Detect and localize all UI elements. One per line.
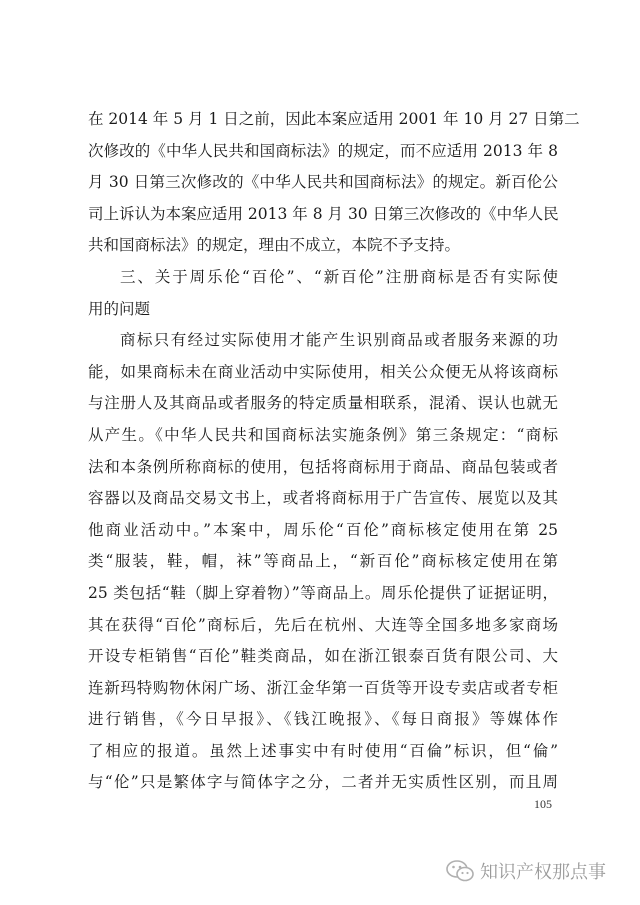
text-line: 次修改的《中华人民共和国商标法》的规定，而不应适用 2013 年 8 [88, 141, 558, 160]
page-number: 105 [534, 797, 552, 811]
text-line: 在 2014 年 5 月 1 日之前，因此本案应适用 2001 年 10 月 27 日第二 [88, 110, 580, 128]
text-line: 能，如果商标未在商业活动中实际使用，相关公众便无从将该商标 [88, 362, 558, 381]
text-line: 其在获得“百伦”商标后，先后在杭州、大连等全国多地多家商场 [88, 615, 558, 634]
text-line: 三、关于周乐伦“百伦”、“新百伦”注册商标是否有实际使 [120, 267, 558, 286]
watermark-text: 知识产权那点事 [480, 862, 606, 883]
wechat-icon [446, 859, 474, 883]
text-line: 法和本条例所称商标的使用，包括将商标用于商品、商品包装或者 [88, 457, 558, 476]
text-line: 开设专柜销售“百伦”鞋类商品，如在浙江银泰百货有限公司、大 [88, 647, 558, 666]
text-line: 连新玛特购物休闲广场、浙江金华第一百货等开设专卖店或者专柜 [88, 678, 558, 697]
body-text [88, 104, 580, 799]
text-line: 了相应的报道。虽然上述事实中有时使用“百倫”标识，但“倫” [88, 741, 558, 760]
text-line: 与注册人及其商品或者服务的特定质量相联系，混淆、误认也就无 [88, 394, 558, 413]
text-line: 月 30 日第三次修改的《中华人民共和国商标法》的规定。新百伦公 [88, 173, 558, 192]
text-line: 商标只有经过实际使用才能产生识别商品或者服务来源的功 [120, 331, 558, 350]
text-line: 司上诉认为本案应适用 2013 年 8 月 30 日第三次修改的《中华人民 [88, 204, 559, 223]
text-line: 他商业活动中。”本案中，周乐伦“百伦”商标核定使用在第 25 [88, 520, 558, 539]
text-line: 与“伦”只是繁体字与简体字之分，二者并无实质性区别，而且周 [88, 773, 558, 792]
text-line: 从产生。《中华人民共和国商标法实施条例》第三条规定：“商标 [88, 425, 558, 444]
text-line: 容器以及商品交易文书上，或者将商标用于广告宣传、展览以及其 [88, 489, 558, 508]
text-line: 共和国商标法》的规定，理由不成立，本院不予支持。 [88, 236, 461, 255]
text-line: 25 类包括“鞋（脚上穿着物）”等商品上。周乐伦提供了证据证明， [88, 583, 558, 602]
text-line: 进行销售，《今日早报》、《钱江晚报》、《每日商报》等媒体作 [88, 710, 558, 729]
watermark [446, 858, 606, 884]
text-line: 类“服装，鞋，帽，袜”等商品上，“新百伦”商标核定使用在第 [88, 552, 558, 571]
text-line: 用的问题 [88, 299, 151, 318]
